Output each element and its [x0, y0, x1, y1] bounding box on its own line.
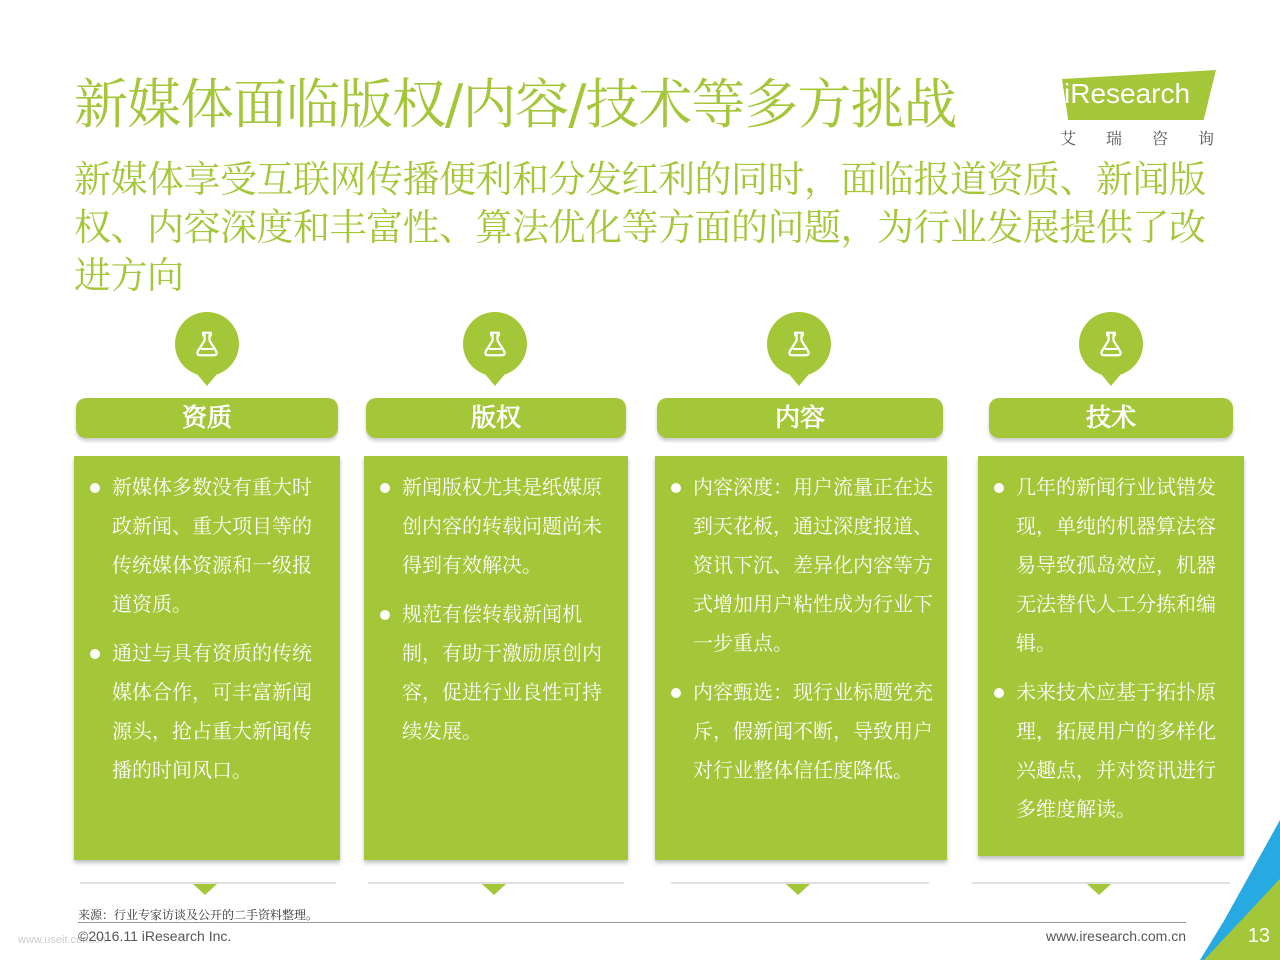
flask-badge	[1079, 312, 1143, 376]
column-panel	[364, 456, 628, 860]
bullet-item: 内容甄选：现行业标题党充斥，假新闻不断，导致用户对行业整体信任度降低。	[671, 673, 933, 790]
website-link[interactable]: www.iresearch.com.cn	[1045, 928, 1186, 944]
column-content	[655, 312, 947, 898]
watermark: www.useit.com.cn	[18, 934, 107, 946]
badge-pointer	[789, 374, 809, 386]
flask-icon	[784, 329, 814, 359]
bullet-item: 通过与具有资质的传统媒体合作，可丰富新闻源头，抢占重大新闻传播的时间风口。	[90, 634, 326, 790]
logo-cn-text: 艾瑞咨询	[1060, 129, 1245, 148]
bullet-item: 几年的新闻行业试错发现，单纯的机器算法容易导致孤岛效应，机器无法替代人工分拣和编辑。	[994, 468, 1230, 663]
down-arrow-icon	[193, 884, 217, 895]
down-arrow-icon	[786, 884, 810, 895]
column-header: 版权	[366, 398, 626, 438]
flask-badge	[175, 312, 239, 376]
bullet-item: 规范有偿转载新闻机制，有助于激励原创内容，促进行业良性可持续发展。	[380, 595, 614, 751]
column-header: 内容	[657, 398, 943, 438]
page-title: 新媒体面临版权/内容/技术等多方挑战	[74, 73, 957, 136]
badge-pointer	[485, 374, 505, 386]
iresearch-logo	[1056, 68, 1245, 148]
page-subtitle: 新媒体享受互联网传播便利和分发红利的同时，面临报道资质、新闻版权、内容深度和丰富性、算法优化等方面的问题，为行业发展提供了改进方向	[74, 158, 1206, 297]
source-note: 来源：行业专家访谈及公开的二手资料整理。	[78, 908, 319, 922]
column-qualification	[74, 312, 340, 898]
flask-icon	[1096, 329, 1126, 359]
bullet-item: 新媒体多数没有重大时政新闻、重大项目等的传统媒体资源和一级报道资质。	[90, 468, 326, 624]
flask-icon	[192, 329, 222, 359]
badge-pointer	[1101, 374, 1121, 386]
down-arrow-icon	[482, 884, 506, 895]
column-panel	[978, 456, 1244, 856]
column-technology	[978, 312, 1244, 898]
badge-pointer	[197, 374, 217, 386]
flask-badge	[767, 312, 831, 376]
column-panel	[74, 456, 340, 860]
bullet-item: 内容深度：用户流量正在达到天花板，通过深度报道、资讯下沉、差异化内容等方式增加用户粘性成为行业下一步重点。	[671, 468, 933, 663]
bullet-item: 新闻版权尤其是纸媒原创内容的转载问题尚未得到有效解决。	[380, 468, 614, 585]
page-number: 13	[1247, 925, 1270, 947]
corner-decoration	[1200, 820, 1280, 960]
column-header: 资质	[76, 398, 338, 438]
flask-badge	[463, 312, 527, 376]
down-arrow-icon	[1087, 884, 1111, 895]
bullet-item: 未来技术应基于拓扑原理，拓展用户的多样化兴趣点，并对资讯进行多维度解读。	[994, 673, 1230, 829]
flask-icon	[480, 329, 510, 359]
column-panel	[655, 456, 947, 860]
logo-brand-text: iResearch	[1064, 78, 1191, 109]
copyright-text: ©2016.11 iResearch Inc.	[78, 928, 232, 944]
column-copyright	[364, 312, 628, 898]
footer-divider	[78, 922, 1186, 923]
column-header: 技术	[989, 398, 1233, 438]
